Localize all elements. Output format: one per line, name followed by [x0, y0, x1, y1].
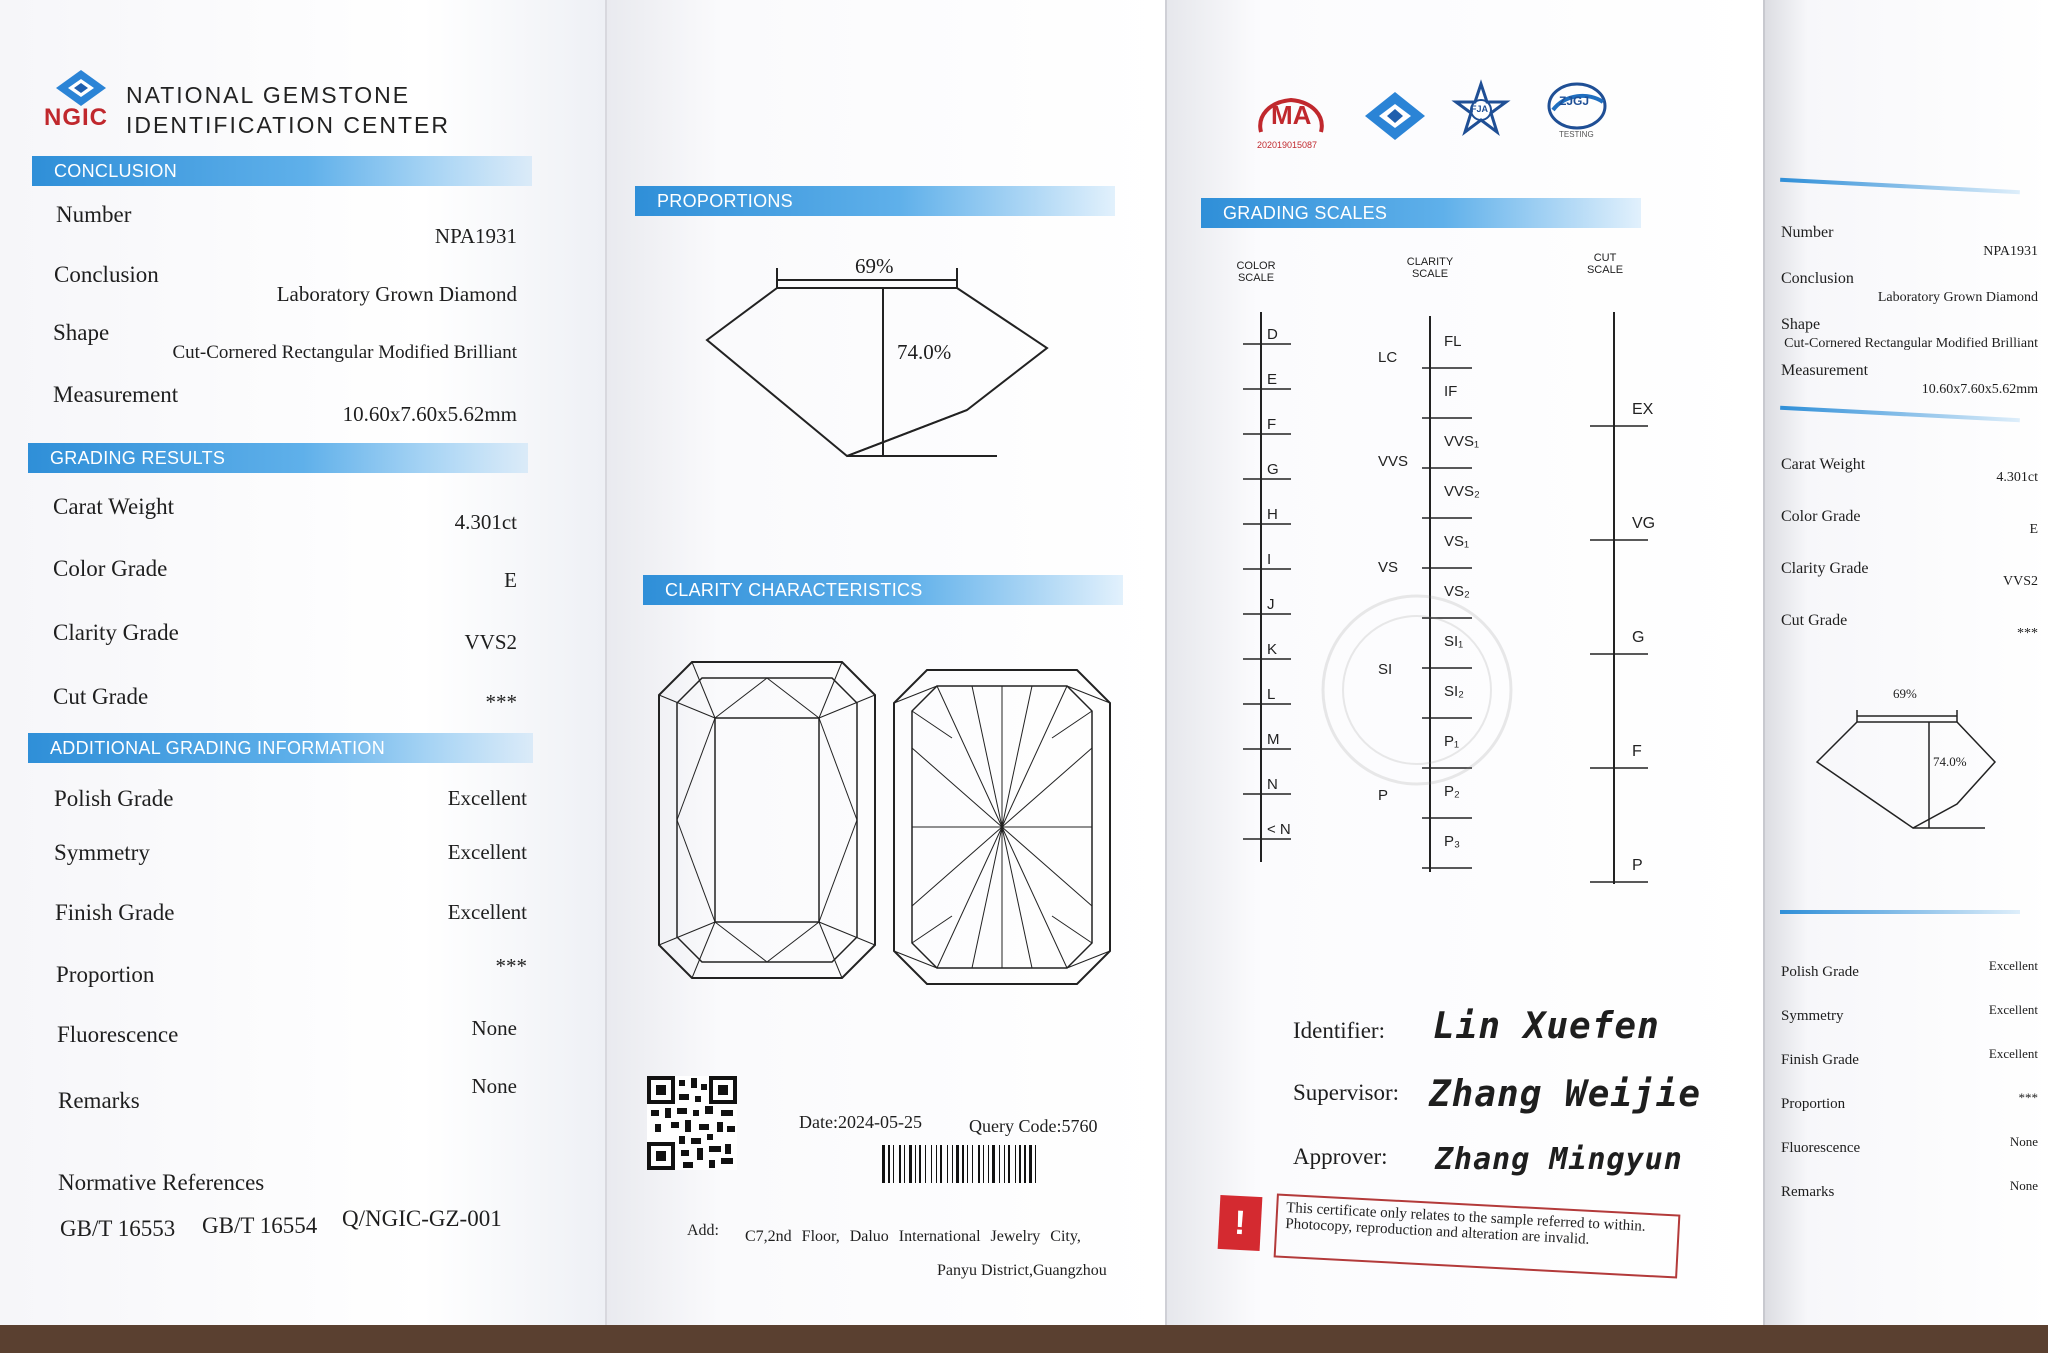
conclusion-conclusion-label: Conclusion — [54, 262, 159, 287]
color-grade-l: L — [1267, 686, 1276, 703]
additional-symmetry-value: Excellent — [447, 840, 527, 864]
clarity-plot-pavilion — [892, 668, 1112, 986]
section-header-grading-scales: GRADING SCALES — [1201, 198, 1641, 228]
summary-conclusion-label: Conclusion — [1781, 270, 1854, 287]
normative-ref-2: GB/T 16554 — [202, 1213, 318, 1238]
clarity-group-vs: VS — [1378, 559, 1399, 576]
clarity-plot-crown — [657, 660, 877, 980]
signature-role-2: Supervisor: — [1293, 1080, 1400, 1105]
summary-number-label: Number — [1781, 224, 1834, 241]
address-line2: Panyu District,Guangzhou — [937, 1262, 1107, 1279]
color-scale-title: COLOR SCALE — [1236, 260, 1276, 284]
clarity-group-lc: LC — [1378, 349, 1398, 366]
color-grade-n: < N — [1267, 821, 1291, 838]
color-grade-j: J — [1267, 596, 1275, 613]
color-grade-n: N — [1267, 776, 1278, 793]
clarity-grade-7: SI₂ — [1444, 683, 1464, 700]
additional-fluorescence-label: Fluorescence — [57, 1022, 179, 1047]
brand-abbr: NGIC — [44, 104, 108, 131]
summary-carat-weight-value: 4.301ct — [1996, 470, 2038, 485]
section-header-grading-results: GRADING RESULTS — [28, 443, 528, 473]
normative-ref-1: GB/T 16553 — [60, 1216, 176, 1241]
additional-remarks-value: None — [471, 1074, 517, 1098]
zjgj-logo-text: ZJGJ — [1559, 94, 1590, 108]
grading-cut-grade-value: *** — [485, 690, 517, 714]
summary-depth-percent: 74.0% — [1933, 754, 1967, 769]
summary-polish-grade-value: Excellent — [1988, 958, 2038, 973]
summary-color-grade-value: E — [2029, 522, 2038, 537]
clarity-grade-4: VS₁ — [1444, 533, 1470, 550]
additional-proportion-label: Proportion — [56, 962, 155, 987]
additional-remarks-label: Remarks — [58, 1088, 140, 1113]
signature-2: Zhang Weijie — [1429, 1074, 1702, 1115]
summary-cut-grade-label: Cut Grade — [1781, 612, 1848, 629]
summary-remarks-label: Remarks — [1781, 1184, 1835, 1200]
clarity-group-vvs: VVS — [1378, 453, 1409, 470]
clarity-grade-1: IF — [1444, 383, 1458, 400]
summary-polish-grade-label: Polish Grade — [1781, 964, 1859, 980]
section-header-conclusion: CONCLUSION — [32, 156, 532, 186]
additional-finish-grade-label: Finish Grade — [55, 900, 175, 925]
summary-color-grade-label: Color Grade — [1781, 508, 1861, 525]
conclusion-measurement-label: Measurement — [53, 382, 179, 407]
conclusion-conclusion-value: Laboratory Grown Diamond — [276, 282, 517, 306]
color-grade-e: E — [1267, 371, 1278, 388]
summary-table-percent: 69% — [1893, 686, 1917, 701]
notice-box — [1218, 1195, 1263, 1251]
clarity-group-si: SI — [1378, 661, 1393, 678]
query-code: Query Code:5760 — [969, 1116, 1098, 1136]
cma-logo-text: MA — [1271, 100, 1312, 130]
conclusion-number-label: Number — [56, 202, 132, 227]
signature-role-1: Identifier: — [1293, 1018, 1385, 1043]
notice-text: This certificate only relates to the sample referred to within. Photocopy, reproduction and alteration are invalid. — [1274, 1193, 1681, 1278]
color-grade-f: F — [1267, 416, 1277, 433]
additional-symmetry-label: Symmetry — [54, 840, 150, 865]
summary-finish-grade-value: Excellent — [1988, 1046, 2038, 1061]
qr-code-icon — [647, 1076, 737, 1170]
summary-proportion-diagram — [1817, 704, 1997, 834]
conclusion-measurement-value: 10.60x7.60x5.62mm — [342, 402, 517, 426]
certificate-panel-conclusion — [0, 0, 605, 1353]
color-grade-h: H — [1267, 506, 1278, 523]
summary-carat-weight-label: Carat Weight — [1781, 456, 1866, 473]
section-header-proportions: PROPORTIONS — [635, 186, 1115, 216]
clarity-grade-5: VS₂ — [1444, 583, 1470, 600]
summary-symmetry-value: Excellent — [1988, 1002, 2038, 1017]
summary-measurement-value: 10.60x7.60x5.62mm — [1921, 382, 2038, 397]
address-label: Add: — [687, 1222, 719, 1239]
clarity-grade-0: FL — [1444, 333, 1462, 350]
color-grade-i: I — [1267, 551, 1272, 568]
certificate-panel-diagrams — [605, 0, 1167, 1353]
grading-carat-weight-value: 4.301ct — [454, 510, 517, 534]
barcode-icon — [882, 1145, 1120, 1185]
grading-color-grade-label: Color Grade — [53, 556, 168, 581]
brand-name-line2: IDENTIFICATION CENTER — [126, 112, 450, 138]
proportion-depth-percent: 74.0% — [897, 340, 952, 364]
clarity-scale-title: CLARITY SCALE — [1406, 256, 1454, 280]
proportion-table-percent: 69% — [855, 254, 894, 278]
testing-label: TESTING — [1559, 130, 1594, 139]
grading-color-grade-value: E — [504, 568, 517, 592]
signature-1: Lin Xuefen — [1433, 1006, 1660, 1047]
grading-cut-grade-label: Cut Grade — [53, 684, 149, 709]
summary-divider-1 — [1780, 178, 2020, 195]
certificate-panel-summary — [1763, 0, 2048, 1353]
clarity-grade-8: P₁ — [1444, 733, 1460, 750]
signature-3: Zhang Mingyun — [1435, 1142, 1683, 1177]
grading-clarity-grade-value: VVS2 — [464, 630, 517, 654]
summary-symmetry-label: Symmetry — [1781, 1008, 1844, 1024]
additional-finish-grade-value: Excellent — [447, 900, 527, 924]
signature-role-3: Approver: — [1293, 1144, 1388, 1169]
watermark-stamp — [1317, 590, 1517, 790]
summary-fluorescence-label: Fluorescence — [1781, 1140, 1861, 1156]
summary-fluorescence-value: None — [2009, 1134, 2038, 1149]
clarity-grade-6: SI₁ — [1444, 633, 1464, 650]
additional-polish-grade-label: Polish Grade — [54, 786, 174, 811]
summary-cut-grade-value: *** — [2017, 626, 2038, 641]
summary-finish-grade-label: Finish Grade — [1781, 1052, 1859, 1068]
grading-clarity-grade-label: Clarity Grade — [53, 620, 179, 645]
fja-logo-text: FJA — [1471, 104, 1489, 114]
report-date: Date:2024-05-25 — [799, 1112, 922, 1132]
table-surface — [0, 1325, 2048, 1353]
summary-shape-value: Cut-Cornered Rectangular Modified Brilliant — [1784, 336, 2038, 351]
summary-conclusion-value: Laboratory Grown Diamond — [1877, 290, 2038, 305]
clarity-grade-9: P₂ — [1444, 783, 1460, 800]
section-header-clarity-characteristics: CLARITY CHARACTERISTICS — [643, 575, 1123, 605]
address-line1: C7,2nd Floor, Daluo International Jewelry City, — [745, 1228, 1081, 1245]
normative-title: Normative References — [58, 1170, 265, 1195]
summary-remarks-value: None — [2009, 1178, 2038, 1193]
proportion-diagram — [707, 260, 1067, 470]
color-grade-k: K — [1267, 641, 1278, 658]
conclusion-shape-label: Shape — [53, 320, 110, 345]
additional-fluorescence-value: None — [471, 1016, 517, 1040]
additional-proportion-value: *** — [495, 954, 527, 978]
conclusion-shape-value: Cut-Cornered Rectangular Modified Brilliant — [172, 342, 517, 363]
normative-ref-3: Q/NGIC-GZ-001 — [342, 1206, 502, 1231]
brand-name-line1: NATIONAL GEMSTONE — [126, 82, 411, 108]
grading-carat-weight-label: Carat Weight — [53, 494, 174, 519]
summary-proportion-value: *** — [2018, 1090, 2038, 1105]
summary-clarity-grade-label: Clarity Grade — [1781, 560, 1869, 577]
summary-shape-label: Shape — [1781, 316, 1821, 333]
color-grade-g: G — [1267, 461, 1279, 478]
cut-grade-g: G — [1632, 629, 1645, 646]
cma-number: 202019015087 — [1257, 140, 1318, 150]
certificate-panel-scales — [1165, 0, 1765, 1353]
summary-clarity-grade-value: VVS2 — [2002, 574, 2038, 589]
cut-grade-ex: EX — [1632, 401, 1654, 418]
summary-divider-3 — [1780, 910, 2020, 914]
cut-grade-vg: VG — [1632, 515, 1656, 532]
conclusion-number-value: NPA1931 — [434, 224, 517, 248]
clarity-grade-2: VVS₁ — [1444, 433, 1480, 450]
summary-proportion-label: Proportion — [1781, 1096, 1846, 1112]
additional-polish-grade-value: Excellent — [447, 786, 527, 810]
cut-grade-p: P — [1632, 857, 1643, 874]
summary-divider-2 — [1780, 406, 2020, 423]
clarity-grade-10: P₃ — [1444, 833, 1461, 850]
cut-grade-f: F — [1632, 743, 1642, 760]
section-header-additional: ADDITIONAL GRADING INFORMATION — [28, 733, 533, 763]
cut-scale-title: CUT SCALE — [1586, 252, 1624, 276]
summary-measurement-label: Measurement — [1781, 362, 1869, 379]
clarity-group-p: P — [1378, 787, 1389, 804]
summary-number-value: NPA1931 — [1983, 244, 2038, 259]
clarity-grade-3: VVS₂ — [1444, 483, 1480, 500]
color-grade-m: M — [1267, 731, 1280, 748]
warning-icon: ! — [1233, 1203, 1247, 1243]
color-grade-d: D — [1267, 326, 1278, 343]
